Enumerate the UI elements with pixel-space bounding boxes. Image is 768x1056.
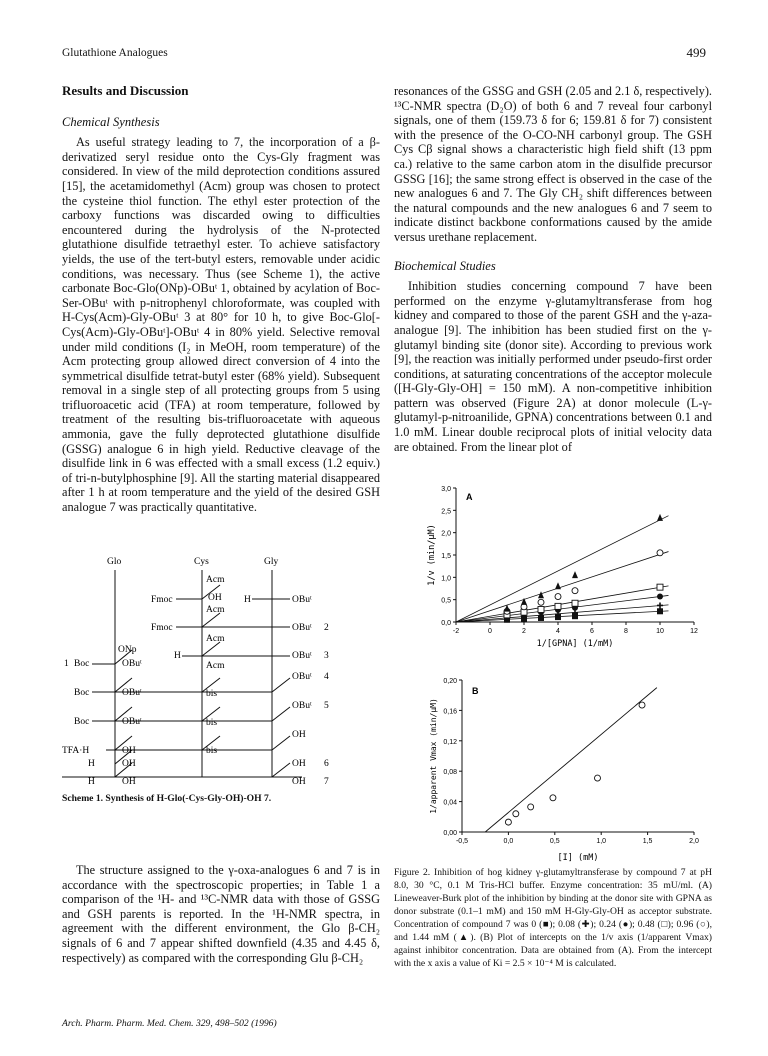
svg-text:OBuᵗ: OBuᵗ [292, 595, 312, 605]
svg-text:Acm: Acm [206, 605, 225, 615]
scheme-caption: Scheme 1. Synthesis of H-Glo(-Cys-Gly-OH)-OH 7. [62, 793, 272, 804]
svg-text:Fmoc: Fmoc [151, 623, 173, 633]
fit-line [485, 688, 657, 832]
y-tick-label: 0,16 [443, 708, 457, 716]
svg-text:Boc: Boc [74, 688, 90, 698]
footer-citation: Arch. Pharm. Pharm. Med. Chem. 329, 498–502 (1996) [62, 1018, 277, 1029]
x-tick-label: -2 [452, 628, 460, 635]
svg-text:OH: OH [292, 759, 306, 769]
figure-caption: Figure 2. Inhibition of hog kidney γ-glutamyltransferase by compound 7 at pH 8.0, 30 °C, 0.1 M Tris-HCl buffer. Enzyme concentration: 35 mU/ml. (A) Lineweaver-Burk plot of the inhibition by binding at the donor site with GPNA as donor substrate (0.1–1 mM) and 150 mM H-Gly-Gly-OH as acceptor substrate. Concentration of compound 7 was 0 (■); 0.08 (✚); 0.24 (●); 0.48 (□); 0.96 (○), and 1.44 mM (▲). (B) Plot of intercepts on the 1/v axis (1/apparent Vmax) against inhibitor concentration. Data are obtained from (A). From the intercept with the x axis a value of Ki = 2.5 × 10⁻⁴ M is calculated. [394, 867, 712, 969]
svg-text:OH: OH [122, 746, 136, 756]
y-tick-label: 0,12 [443, 738, 457, 746]
svg-text:OH: OH [292, 777, 306, 784]
data-point [513, 811, 519, 817]
data-point [572, 571, 578, 578]
y-tick-label: 0,00 [443, 830, 457, 837]
svg-text:H: H [88, 777, 95, 784]
y-tick-label: 1,0 [441, 575, 451, 583]
svg-text:OH: OH [292, 730, 306, 740]
svg-text:4: 4 [324, 672, 329, 682]
svg-text:OBuᵗ: OBuᵗ [292, 623, 312, 633]
data-point [639, 702, 645, 708]
svg-text:OH: OH [122, 759, 136, 769]
svg-text:ONp: ONp [118, 645, 137, 655]
x-tick-label: 1,0 [596, 838, 607, 845]
figure-2a-chart [424, 482, 714, 657]
svg-text:OBuᵗ: OBuᵗ [122, 717, 142, 727]
panel-label: A [466, 492, 473, 502]
scheme-header-cys: Cys [194, 557, 209, 567]
right-column-top [394, 84, 712, 454]
paragraph: As useful strategy leading to 7, the incorporation of a β-derivatized seryl residue onto the Cys-Gly fragment was considered. In view of the mild deprotection conditions assured [15], the acetamidomethyl (Acm) group was chosen to protect the cysteine thiol function. The ethyl ester protection of the carboxy functions was discarded owing to difficulties encountered during the hydrolysis of the N-protected glutathione disulfide tetraethyl ester. To achieve satisfactory yields, the use of the tert-butyl esters, removable under acidic conditions, was necessary. Thus (see Scheme 1), the active carbonate Boc-Glo(ONp)-OBuᵗ 1, obtained by acylation of Boc-Ser-OBuᵗ with p-nitrophenyl chloroformate, was coupled with H-Cys(Acm)-Gly-OBuᵗ 3 at 80° for 10 h, to give Boc-Glo[-Cys(Acm)-Gly-OBuᵗ]-OBuᵗ 4 in 80% yield. Selective removal under mild conditions (I₂ in MeOH, room temperature) of the Acm protecting group allowed direct conversion of 4 into the symmetrical disulfide tetrat-butyl ester (68% yield). Subsequent removal in a single step of all protecting groups from 5 using trifluoroacetic acid (TFA) at room temperature, followed by treatment of the resulting bis-trifluoroacetate with aqueous ammonia, gave the fully deprotected glutathione disulfide (GSSG) analogue 6 in high yield. Reductive cleavage of the disulfide link in 6 was effected with a small excess (1.2 equiv.) of tri-n-butylphosphine [9]. All the starting material disappeared after 1 h at room temperature and the yield of the desired GSH analogue 7 was practically quantitative. [62, 135, 380, 515]
x-tick-label: 0 [488, 628, 492, 635]
x-tick-label: 0,5 [549, 838, 560, 845]
y-tick-label: 0,20 [443, 678, 457, 685]
svg-text:OBuᵗ: OBuᵗ [122, 659, 142, 669]
data-point [594, 775, 600, 781]
paragraph: resonances of the GSSG and GSH (2.05 and 2.1 δ, respectively). ¹³C-NMR spectra (D₂O) of both 6 and 7 reveal four carbonyl signals, one of them (159.73 δ for 6; 159.81 δ for 7) consistent with the presence of the O-CO-NH carbonyl group. The GSH Cys Cβ signal shows a characteristic high field shift (13 ppm ca.) relative to the same carbon atom in the disulfide precursor GSSG [16]; the same strong effect is observed in the case of the new analogues 6 and 7. The Gly CH₂ shift differences between the natural compounds and the new analogues 6 and 7 seem to indicate distinct backbone conformations caused by the amide versus urethane replacement. [394, 84, 712, 244]
x-tick-label: 0,0 [503, 838, 514, 845]
x-tick-label: 4 [556, 628, 560, 635]
data-point [538, 606, 544, 612]
y-tick-label: 0,5 [441, 597, 451, 605]
subsection-title: Biochemical Studies [394, 258, 496, 273]
svg-text:H: H [174, 651, 181, 661]
svg-text:Fmoc: Fmoc [151, 595, 173, 605]
svg-text:TFA·H: TFA·H [62, 746, 90, 756]
section-title: Results and Discussion [62, 83, 189, 98]
svg-text:Boc: Boc [74, 659, 90, 669]
x-tick-label: 2 [522, 628, 526, 635]
data-point [657, 594, 663, 600]
scheme-header-gly: Gly [264, 557, 279, 567]
y-tick-label: 0,08 [443, 769, 457, 777]
svg-text:OBuᵗ: OBuᵗ [122, 688, 142, 698]
data-point [550, 795, 556, 801]
y-tick-label: 0,0 [441, 620, 451, 627]
x-tick-label: -0,5 [455, 838, 469, 845]
svg-text:OH: OH [122, 777, 136, 784]
data-point [505, 819, 511, 825]
svg-text:H: H [244, 595, 251, 605]
svg-text:Acm: Acm [206, 634, 225, 644]
figure-2b-chart [424, 674, 714, 864]
svg-text:OH: OH [208, 593, 222, 603]
svg-text:6: 6 [324, 759, 329, 769]
data-point [538, 599, 544, 605]
data-point [657, 550, 663, 556]
data-point [528, 804, 534, 810]
left-column-bottom [62, 863, 380, 965]
subsection-title: Chemical Synthesis [62, 114, 160, 129]
data-point [657, 584, 663, 590]
svg-text:7: 7 [324, 777, 329, 784]
svg-text:H: H [88, 759, 95, 769]
running-title: Glutathione Analogues [62, 47, 168, 59]
svg-text:Acm: Acm [206, 661, 225, 671]
panel-label: B [472, 686, 479, 696]
series-line [456, 595, 669, 622]
x-axis-label: [I] (mM) [557, 853, 599, 863]
svg-text:1: 1 [64, 659, 69, 669]
data-point [555, 594, 561, 600]
svg-text:3: 3 [324, 651, 329, 661]
series-line [456, 605, 669, 622]
y-tick-label: 3,0 [441, 486, 451, 493]
data-point [572, 588, 578, 594]
series-line [456, 552, 669, 622]
svg-text:2: 2 [324, 623, 329, 633]
left-column-top [62, 84, 380, 515]
svg-text:bis: bis [206, 718, 218, 728]
paragraph: Inhibition studies concerning compound 7 have been performed on the enzyme γ-glutamyltransferase from hog kidney and compared to those of the parent GSH and the γ-aza-analogue [9]. The inhibition has been studied first on the γ-glutamyl binding site (donor site). According to previous work [9], the reaction was initially performed under pseudo-first order conditions, at saturating concentrations of the acceptor molecule ([H-Gly-Gly-OH] = 150 mM). A non-competitive inhibition pattern was observed (Figure 2A) at donor molecule (L-γ-glutamyl-p-nitroanilide, GPNA) concentrations between 0.1 and 1.0 mM. Linear double reciprocal plots of initial velocity data are obtained. From the linear plot of [394, 279, 712, 454]
x-tick-label: 8 [624, 628, 628, 635]
svg-text:OBuᵗ: OBuᵗ [292, 701, 312, 711]
scheme-header-glo: Glo [107, 557, 122, 567]
data-point [555, 603, 561, 609]
data-point [657, 608, 663, 614]
svg-text:bis: bis [206, 746, 218, 756]
data-point [657, 514, 663, 521]
svg-text:5: 5 [324, 701, 329, 711]
y-axis-label: 1/apparent Vmax (min/μM) [429, 698, 438, 814]
x-tick-label: 1,5 [642, 838, 653, 845]
scheme-diagram [62, 552, 382, 784]
svg-text:OBuᵗ: OBuᵗ [292, 672, 312, 682]
y-tick-label: 2,5 [441, 508, 451, 516]
series-line [456, 516, 669, 622]
x-tick-label: 12 [690, 628, 698, 635]
page-number: 499 [686, 45, 706, 60]
x-tick-label: 6 [590, 628, 594, 635]
y-tick-label: 1,5 [441, 553, 451, 560]
svg-text:bis: bis [206, 689, 218, 699]
data-point [657, 602, 663, 608]
y-tick-label: 2,0 [441, 530, 451, 538]
x-tick-label: 2,0 [689, 838, 699, 845]
data-point [555, 582, 561, 589]
svg-text:OBuᵗ: OBuᵗ [292, 651, 312, 661]
svg-text:Boc: Boc [74, 717, 90, 727]
x-tick-label: 10 [656, 628, 664, 635]
y-axis-label: 1/v (min/μM) [427, 524, 437, 586]
y-tick-label: 0,04 [443, 799, 457, 807]
x-axis-label: 1/[GPNA] (1/mM) [536, 639, 614, 649]
data-point [572, 600, 578, 606]
svg-text:Acm: Acm [206, 575, 225, 585]
paragraph: The structure assigned to the γ-oxa-analogues 6 and 7 is in accordance with the spectroscopic properties; in Table 1 a comparison of the ¹H- and ¹³C-NMR data with those of GSSG and GSH parents is reported. In the ¹H-NMR spectra, in agreement with the different environment, the Glo β-CH₂ signals of 6 and 7 appear shifted downfield (4.35 and 4.45 δ, respectively) as compared with the corresponding Glu β-CH₂ [62, 863, 380, 965]
